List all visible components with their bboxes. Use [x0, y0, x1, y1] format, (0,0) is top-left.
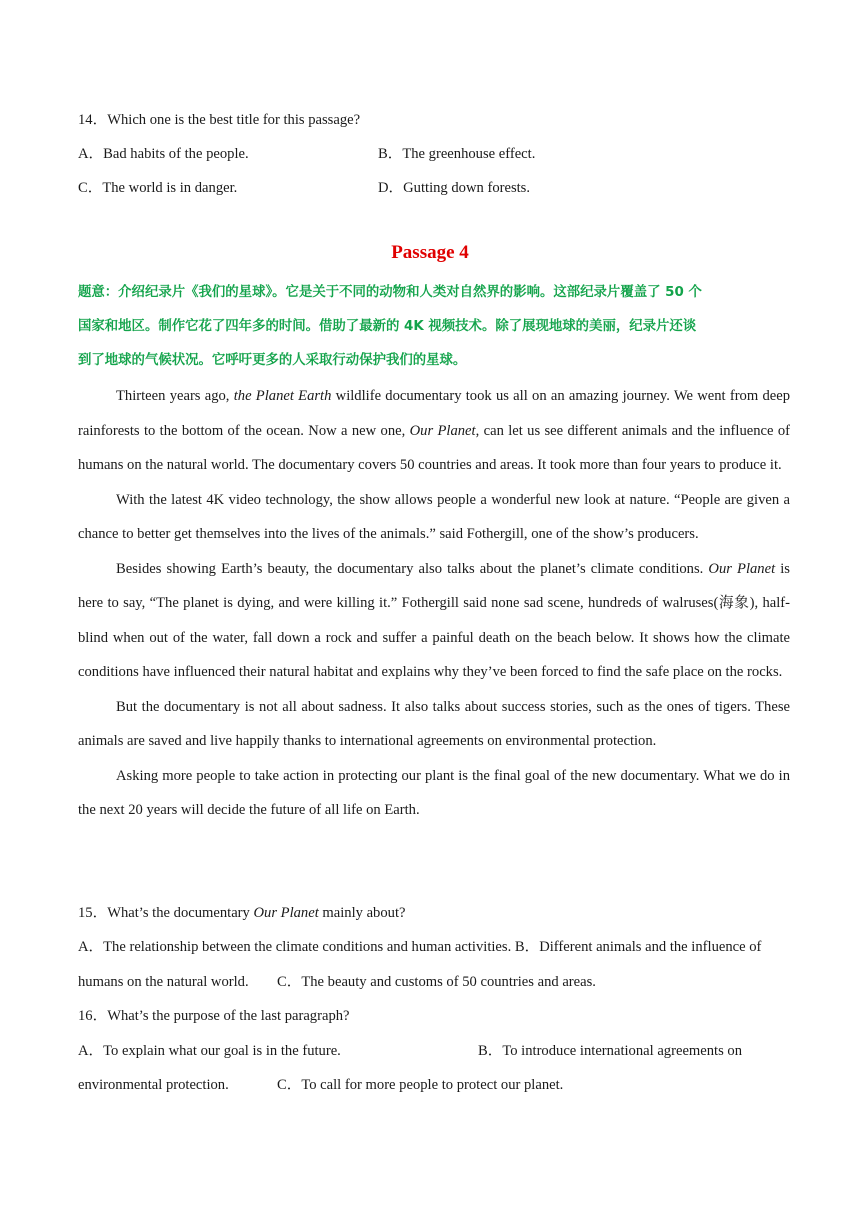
q14-option-a: A．Bad habits of the people. [78, 146, 249, 162]
paragraph-1: Thirteen years ago, the Planet Earth wildlife documentary took us all on an amazing journey. We went from deep rainforests to the bottom of the ocean. Now a new one, Our Planet, can let us see different animals and the influence of humans on the natural world. The documentary covers 50 countries and areas. It took more than four years to produce it. [78, 388, 791, 473]
question-14-stem: 14．Which one is the best title for this passage? [78, 112, 361, 128]
q16-option-b-cont: environmental protection. [78, 1077, 229, 1093]
passage-body [78, 379, 790, 828]
passage-title: Passage 4 [391, 242, 469, 263]
question-15-stem: 15．What’s the documentary Our Planet mainly about? [78, 905, 406, 921]
q15-options-line-1: A．The relationship between the climate conditions and human activities. B．Different animals and the influence of [78, 939, 762, 955]
q15-option-b-cont: humans on the natural world. [78, 974, 249, 990]
summary-line-2: 国家和地区。制作它花了四年多的时间。借助了最新的 4K 视频技术。除了展现地球的美丽，纪录片还谈 [78, 319, 697, 334]
q14-option-d: D．Gutting down forests. [378, 180, 531, 196]
q14-option-c: C．The world is in danger. [78, 180, 238, 196]
paragraph-3: Besides showing Earth’s beauty, the documentary also talks about the planet’s climate conditions. Our Planet is here to say, “The planet is dying, and were killing it.” Fothergill said none sad scene, hundreds of walruses(海象), half-blind when out of the water, fall down a rock and suffer a painful death on the beach below. It shows how the climate conditions have influenced their natural habitat and explains why they’ve been forced to find the safe place on the rocks. [78, 560, 790, 680]
paragraph-5: Asking more people to take action in protecting our plant is the final goal of the new documentary. What we do in the next 20 years will decide the future of all life on Earth. [78, 767, 790, 818]
q16-option-c: C．To call for more people to protect our planet. [277, 1077, 564, 1093]
paragraph-4: But the documentary is not all about sadness. It also talks about success stories, such as the ones of tigers. These animals are saved and live happily thanks to international agreements on environmental protection. [78, 698, 790, 749]
paragraph-2: With the latest 4K video technology, the show allows people a wonderful new look at nature. “People are given a chance to better get themselves into the lives of the animals.” said Fothergill, one of the show’s producers. [78, 491, 790, 542]
q15-option-c: C．The beauty and customs of 50 countries and areas. [277, 974, 596, 990]
q16-option-b: B．To introduce international agreements on [478, 1043, 743, 1059]
summary-line-1: 题意：介绍纪录片《我们的星球》。它是关于不同的动物和人类对自然界的影响。这部纪录片覆盖了 50 个 [78, 285, 702, 300]
question-16-stem: 16．What’s the purpose of the last paragraph? [78, 1008, 350, 1024]
q16-option-a: A．To explain what our goal is in the future. [78, 1043, 341, 1059]
summary-line-3: 到了地球的气候状况。它呼吁更多的人采取行动保护我们的星球。 [78, 353, 467, 368]
q14-option-b: B．The greenhouse effect. [378, 146, 536, 162]
